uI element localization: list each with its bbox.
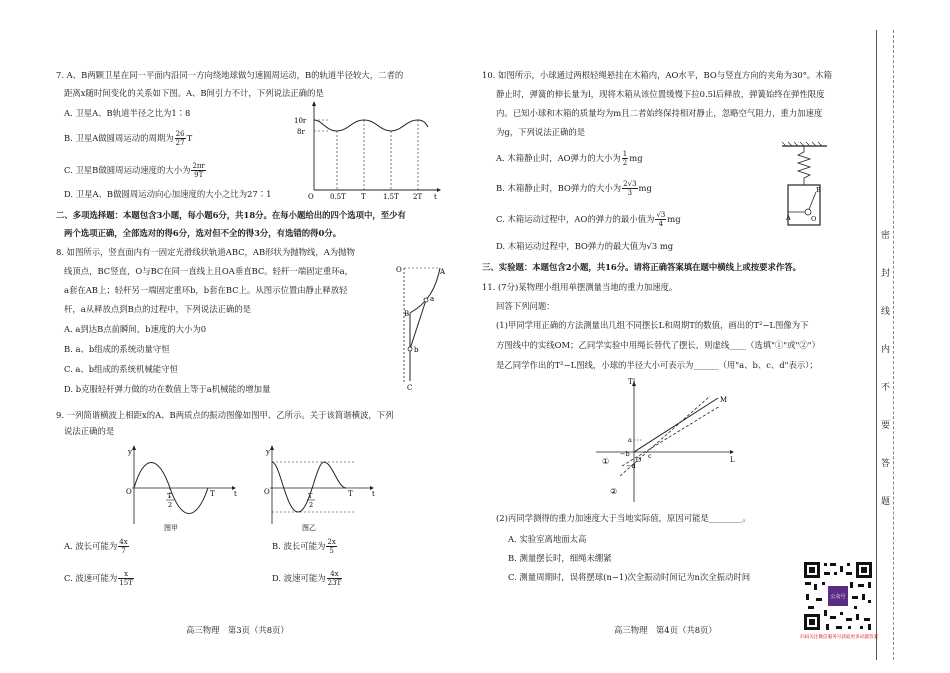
q11-part2-option-a: A. 实验室离地面太高 <box>508 534 587 544</box>
svg-text:−d: −d <box>626 462 636 470</box>
svg-text:O: O <box>264 488 270 496</box>
svg-text:t: t <box>234 490 237 498</box>
svg-text:T: T <box>210 490 215 498</box>
q7-option-a: A. 卫星A、B轨道半径之比为1∶8 <box>64 108 191 118</box>
svg-text:b: b <box>414 346 419 354</box>
seal-char: 内 <box>881 345 891 355</box>
q7-option-b: B. 卫星A做圆周运动的周期为 $\frac{26}{27}$ T <box>64 130 193 147</box>
seal-char: 封 <box>881 269 891 279</box>
section2-heading-line2: 两个选项正确，全部选对的得6分，选对但不全的得3分，有选错的得0分。 <box>64 228 342 238</box>
q11-part2-option-b: B. 测量摆长时，细绳未绷紧 <box>508 553 612 563</box>
svg-text:A: A <box>786 214 791 222</box>
page-footer-right: 高三物理 第4页（共8页） <box>614 625 717 635</box>
q11-part2: (2)丙同学测得的重力加速度大于当地实际值，原因可能是________。 <box>496 513 751 523</box>
q9-stem-line2: 说法正确的是 <box>64 426 115 436</box>
svg-text:T: T <box>308 492 313 500</box>
q7-graph-tick-1: 0.5T <box>330 193 346 201</box>
seal-char: 题 <box>881 497 891 507</box>
q11-t2-l-graph <box>590 376 750 506</box>
svg-text:B: B <box>816 186 821 194</box>
section2-heading-line1: 二、多项选择题：本题包含3小题，每小题6分，共18分。在每小题给出的四个选项中，至少有 <box>56 210 406 220</box>
svg-text:O: O <box>636 456 642 464</box>
q9-option-b: B. 波长可能为 $\frac{2x}{5}$ <box>272 538 336 555</box>
q8-stem-line4: 杆，a从释放点到B点的过程中，下列说法正确的是 <box>64 304 252 314</box>
svg-text:2: 2 <box>168 501 173 509</box>
q7-graph-tick-4: 2T <box>413 193 423 201</box>
seal-char: 答 <box>881 459 891 469</box>
q9-graph-yi <box>258 444 378 534</box>
seal-char: 不 <box>881 383 891 393</box>
svg-text:T: T <box>167 492 172 500</box>
svg-text:B: B <box>404 310 410 318</box>
svg-text:T²: T² <box>628 378 636 386</box>
q10-option-c: C. 木箱运动过程中，AO的弹力的最小值为 $\frac{√3}{4}$ mg <box>496 211 681 228</box>
q9-caption-yi: 图乙 <box>302 524 316 532</box>
q8-option-d: D. b克服轻杆弹力做的功在数值上等于a机械能的增加量 <box>64 384 271 394</box>
qr-caption: 扫码关注微信服务号获取更多试题答案 <box>800 635 879 640</box>
q9-caption-jia: 图甲 <box>164 524 178 532</box>
q11-part1-line1: (1)甲同学用正确的方法测量出几组不同摆长L和周期T的数值，画出的T²−L图像为下 <box>496 320 809 330</box>
q9-graph-jia <box>120 444 240 534</box>
q7-option-c: C. 卫星B做圆周运动速度的大小为 $\frac{2\pi r}{9T}$ <box>64 162 205 179</box>
q10-option-d: D. 木箱运动过程中，BO弹力的最大值为√3 mg <box>496 241 674 251</box>
svg-text:T: T <box>348 490 353 498</box>
q7-graph-ylabel-bottom: 8r <box>297 128 305 136</box>
svg-text:2: 2 <box>309 501 314 509</box>
q8-stem-line1: 8. 如图所示，竖直面内有一固定光滑线状轨道ABC，AB形状为抛物线，A为抛物 <box>56 247 355 257</box>
svg-text:O: O <box>126 488 132 496</box>
q10-stem-line2: 静止时，弹簧的伸长量为l，现将木箱从该位置缓慢下拉0.5l后释放，弹簧始终在弹性限度 <box>496 89 825 99</box>
q8-stem-line2: 线顶点，BC竖直，O与BC在同一直线上且OA垂直BC。轻杆一端固定重环a， <box>64 266 354 276</box>
q7-stem-line2: 距离x随时间变化的关系如下图。A、B间引力不计，下列说法正确的是 <box>64 88 324 98</box>
q9-option-d: D. 波速可能为 $\frac{4x}{23T}$ <box>272 570 342 587</box>
svg-text:c: c <box>648 452 652 460</box>
qr-code[interactable] <box>802 560 874 632</box>
q7-stem-line1: 7. A、B两颗卫星在同一平面内沿同一方向绕地球做匀速圆周运动，B的轨道半径较大，二者的 <box>56 70 404 80</box>
q7-graph-ylabel-top: 10r <box>294 117 307 125</box>
q10-option-a: A. 木箱静止时，AO弹力的大小为 $\frac{1}{2}$ mg <box>496 150 643 167</box>
q8-stem-line3: a套在AB上；轻杆另一端固定重环b，b套在BC上。从图示位置由静止释放轻 <box>64 285 348 295</box>
seal-char: 线 <box>881 307 891 317</box>
svg-text:C: C <box>407 384 413 392</box>
q7-graph-xlabel: t <box>434 193 437 201</box>
q11-part1-line3: 是乙同学作出的T²−L图线，小球的半径大小可表示为______（用"a、b、c、d"表示）； <box>496 360 818 370</box>
seal-char: 密 <box>881 231 891 241</box>
svg-text:−b: −b <box>620 450 630 458</box>
q9-stem-line1: 9. 一列简谐横波上相距x的A、B两质点的振动图像如图甲、乙所示。关于该简谐横波，下列 <box>56 410 394 420</box>
q10-stem-line3: 内。已知小球和木箱的质量均为m且二者始终保持相对静止，忽略空气阻力，重力加速度 <box>496 108 823 118</box>
q9-option-a: A. 波长可能为 $\frac{4x}{7}$ <box>64 538 128 555</box>
svg-text:t: t <box>372 490 375 498</box>
qr-badge: 公众号 <box>830 594 846 600</box>
q10-stem-line1: 10. 如图所示，小球通过两根轻绳悬挂在木箱内，AO水平，BO与竖直方向的夹角为30°。木箱 <box>482 70 833 80</box>
section3-heading: 三、实验题：本题包含2小题，共16分。请将正确答案填在题中横线上或按要求作答。 <box>482 262 801 272</box>
q8-track-diagram <box>390 243 450 393</box>
svg-text:L: L <box>730 456 735 464</box>
q10-option-b: B. 木箱静止时，BO弹力的大小为 $\frac{2√3}{3}$ mg <box>496 180 652 197</box>
q11-part2-option-c: C. 测量周期时，误将摆球(n−1)次全振动时间记为n次全振动时间 <box>508 572 751 582</box>
q9-option-c: C. 波速可能为 $\frac{x}{15T}$ <box>64 570 133 587</box>
q8-option-a: A. a到达B点前瞬间，b速度的大小为0 <box>64 324 207 334</box>
svg-text:O: O <box>396 266 402 274</box>
q7-option-d: D. 卫星A、B做圆周运动向心加速度的大小之比为27∶1 <box>64 189 272 199</box>
svg-text:y: y <box>128 448 132 456</box>
svg-text:A: A <box>440 268 446 276</box>
q7-graph-origin: O <box>308 193 314 201</box>
svg-text:②: ② <box>610 487 618 496</box>
svg-text:O: O <box>811 215 817 223</box>
seal-line-solid <box>876 30 879 660</box>
svg-text:a: a <box>628 436 632 444</box>
q11-stem: 11. (7分)某物理小组用单摆测量当地的重力加速度。 <box>482 282 678 292</box>
q10-stem-line4: 为g，下列说法正确的是 <box>496 127 586 137</box>
q11-part1-line2: 方图线中的实线OM；乙同学实验中用绳长替代了摆长，则虚线____（选填"①"或"②"） <box>496 340 820 350</box>
seal-char: 要 <box>881 421 891 431</box>
q7-graph-tick-2: T <box>361 193 366 201</box>
page-footer-left: 高三物理 第3页（共8页） <box>186 625 289 635</box>
q7-distance-graph <box>292 100 442 205</box>
q8-option-b: B. a、b组成的系统动量守恒 <box>64 344 170 354</box>
q10-box-diagram <box>772 140 842 240</box>
seal-line-dashed <box>893 30 895 660</box>
svg-text:a: a <box>430 295 435 303</box>
q11-instruction: 回答下列问题： <box>496 301 555 311</box>
svg-text:M: M <box>720 396 728 404</box>
q8-option-c: C. a、b组成的系统机械能守恒 <box>64 364 178 374</box>
svg-text:①: ① <box>602 457 610 466</box>
svg-text:y: y <box>266 448 270 456</box>
q7-graph-tick-3: 1.5T <box>383 193 399 201</box>
